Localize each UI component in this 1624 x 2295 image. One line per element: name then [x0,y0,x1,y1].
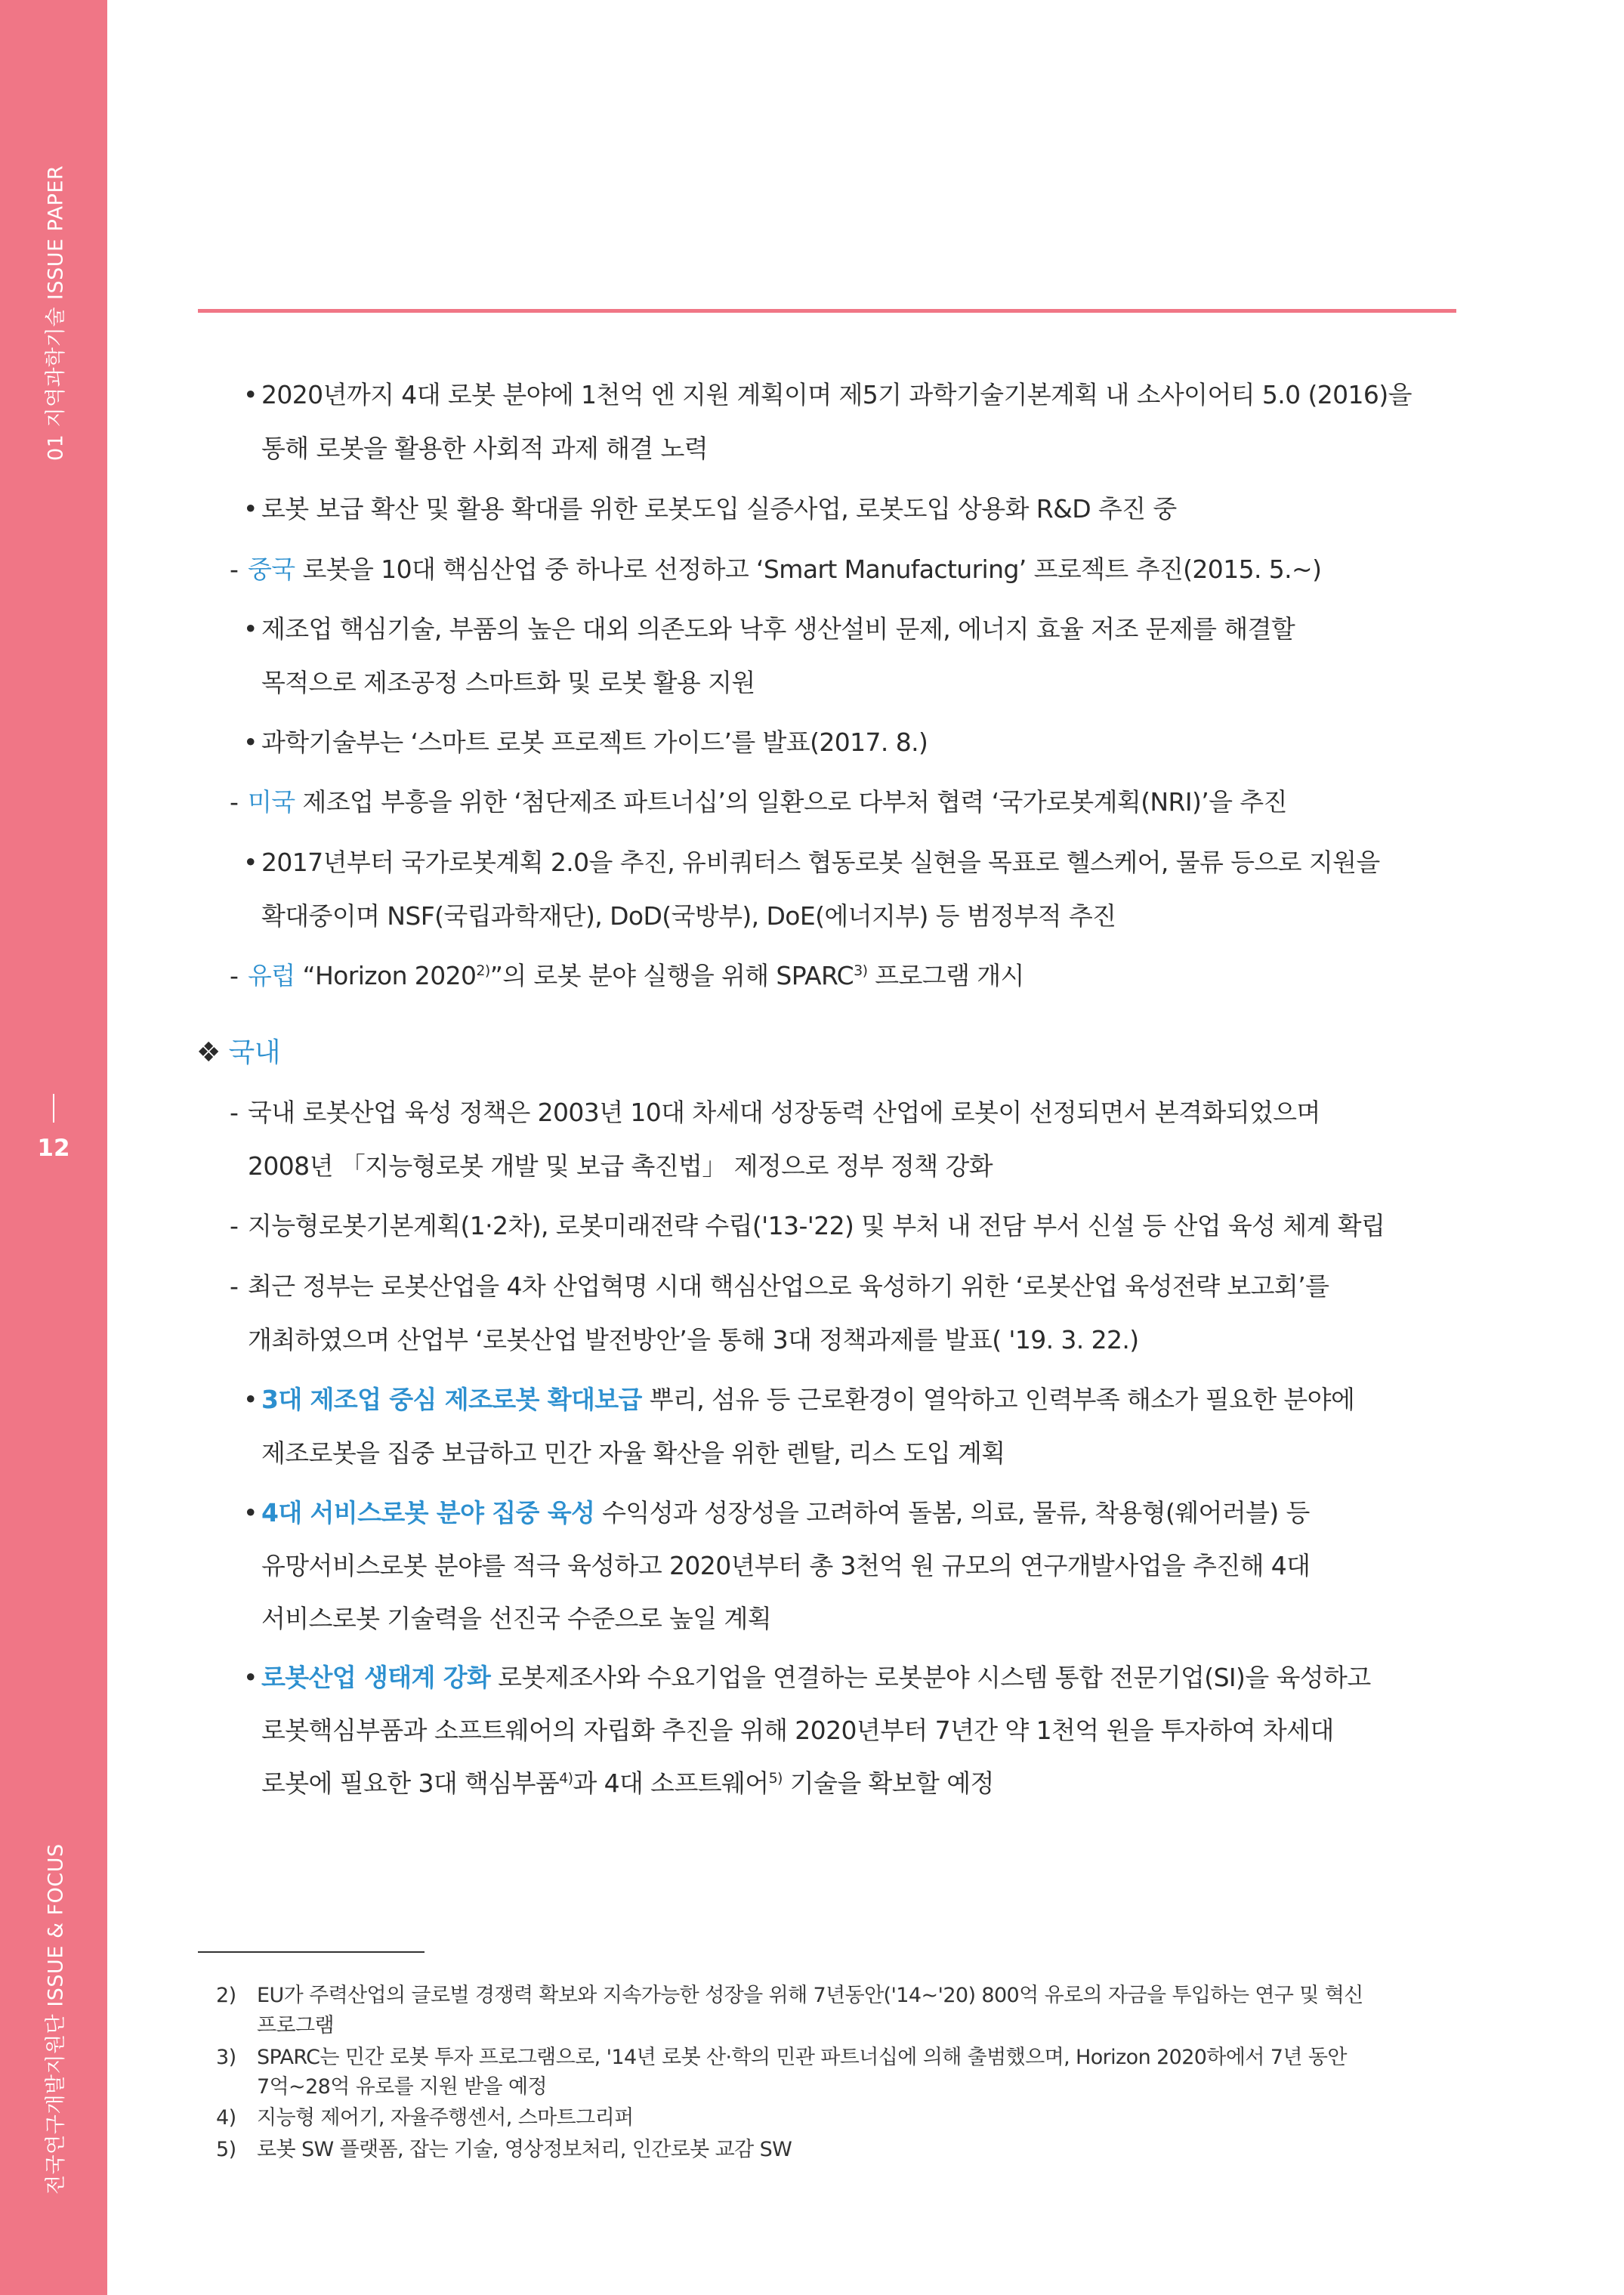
domestic-item2: 지능형로봇기본계획(1·2차), 로봇미래전략 수립('13-'22) 및 부처 내 전담 부서 신설 등 산업 육성 체계 확립 [248,1211,1385,1240]
usa-bullet1-line1: 2017년부터 국가로봇계획 2.0을 추진, 유비쿼터스 협동로봇 실현을 목표로 헬스케어, 물류 등으로 지원을 [261,848,1380,877]
china-text: 로봇을 10대 핵심산업 중 하나로 선정하고 ‘Smart Manufacturing’ 프로젝트 추진(2015. 5.~) [302,554,1322,584]
footnote-2-line2: 프로그램 [257,2014,334,2037]
sidebar-divider [53,1094,54,1123]
footnote-ref-2: 2) [476,962,490,979]
section-heading [196,1036,280,1070]
policy2-text: 수익성과 성장성을 고려하여 돌봄, 의료, 물류, 착용형(웨어러블) 등 [594,1498,1310,1527]
europe-text-a: “Horizon 2020 [302,961,477,990]
dash-marker: - [230,961,239,990]
europe-line [248,961,1024,995]
bullet-marker: • [243,1663,258,1692]
bullet-marker: • [243,1385,258,1414]
footnote-5-line1: 로봇 SW 플랫폼, 잡는 기술, 영상정보처리, 인간로봇 교감 SW [257,2138,792,2161]
footnote-number: 5) [216,2138,236,2161]
footnote-number: 2) [216,1984,236,2007]
china-line [248,554,1321,585]
bullet-marker: • [243,848,258,877]
usa-line [248,787,1287,817]
japan-bullet2: 로봇 보급 확산 및 활용 확대를 위한 로봇도입 실증사업, 로봇도입 상용화 R&D 추진 중 [261,494,1177,524]
usa-label: 미국 [248,787,295,817]
china-label: 중국 [248,554,295,584]
china-bullet2: 과학기술부는 ‘스마트 로봇 프로젝트 가이드’를 발표(2017. 8.) [261,727,928,757]
footnote-3-line1: SPARC는 민간 로봇 투자 프로그램으로, '14년 로봇 산·학의 민관 파트너십에 의해 출범했으며, Horizon 2020하에서 7년 동안 [257,2046,1347,2069]
policy3-line1 [261,1663,1371,1693]
china-bullet1-line2: 목적으로 제조공정 스마트화 및 로봇 활용 지원 [261,668,755,697]
policy3-text: 로봇제조사와 수요기업을 연결하는 로봇분야 시스템 통합 전문기업(SI)을 육성하고 [490,1663,1371,1692]
footnote-number: 4) [216,2106,236,2130]
domestic-item3-line2: 개최하였으며 산업부 ‘로봇산업 발전방안’을 통해 3대 정책과제를 발표( '19. 3. 22.) [248,1325,1139,1354]
series-title: 01 지역과학기술 ISSUE PAPER [44,165,68,461]
europe-text-c: 프로그램 개시 [867,961,1024,990]
policy1-line1 [261,1385,1354,1415]
dash-marker: - [230,1211,239,1240]
footnote-rule [198,1951,425,1953]
policy3-label: 로봇산업 생태계 강화 [261,1663,491,1692]
footnote-ref-4: 4) [559,1770,573,1787]
policy3-line3 [261,1768,994,1802]
policy2-line2: 유망서비스로봇 분야를 적극 육성하고 2020년부터 총 3천억 원 규모의 연구개발사업을 추진해 4대 [261,1551,1311,1580]
policy2-line1 [261,1498,1310,1528]
domestic-item1-line2: 2008년 「지능형로봇 개발 및 보급 촉진법」 제정으로 정부 정책 강화 [248,1151,993,1181]
usa-bullet1-line2: 확대중이며 NSF(국립과학재단), DoD(국방부), DoE(에너지부) 등 범정부적 추진 [261,901,1116,931]
policy2-label: 4대 서비스로봇 분야 집중 육성 [261,1498,595,1527]
dash-marker: - [230,787,239,817]
bullet-marker: • [243,494,258,524]
usa-text: 제조업 부흥을 위한 ‘첨단제조 파트너십’의 일환으로 다부처 협력 ‘국가로봇계획(NRI)’을 추진 [302,787,1287,817]
domestic-item3-line1: 최근 정부는 로봇산업을 4차 산업혁명 시대 핵심산업으로 육성하기 위한 ‘로봇산업 육성전략 보고회’를 [248,1271,1329,1301]
policy1-text: 뿌리, 섬유 등 근로환경이 열악하고 인력부족 해소가 필요한 분야에 [641,1385,1355,1414]
china-bullet1-line1: 제조업 핵심기술, 부품의 높은 대외 의존도와 낙후 생산설비 문제, 에너지 효율 저조 문제를 해결할 [261,614,1295,644]
europe-text-b: ”의 로봇 분야 실행을 위해 SPARC [489,961,854,990]
publisher-title: 전국연구개발지원단 ISSUE & FOCUS [44,1843,68,2195]
bullet-marker: • [243,614,258,644]
europe-label: 유럽 [248,961,295,990]
footnote-4-line1: 지능형 제어기, 자율주행센서, 스마트그리퍼 [257,2106,634,2130]
footnote-ref-5: 5) [768,1770,783,1787]
policy3-text-b: 과 4대 소프트웨어 [573,1768,769,1798]
footnote-3-line2: 7억~28억 유로를 지원 받을 예정 [257,2075,547,2099]
section-heading-label: 국내 [228,1037,280,1068]
policy2-line3: 서비스로봇 기술력을 선진국 수준으로 높일 계획 [261,1604,772,1633]
policy3-text-c: 기술을 확보할 예정 [782,1768,994,1798]
bullet-marker: • [243,380,258,409]
dash-marker: - [230,1098,239,1127]
diamond-icon: ❖ [196,1037,221,1068]
footnote-number: 3) [216,2046,236,2069]
policy3-text-a: 로봇에 필요한 3대 핵심부품 [261,1768,560,1798]
page-number: 12 [37,1135,70,1162]
domestic-item1-line1: 국내 로봇산업 육성 정책은 2003년 10대 차세대 성장동력 산업에 로봇이 선정되면서 본격화되었으며 [248,1098,1320,1127]
dash-marker: - [230,554,239,584]
footnote-2-line1: EU가 주력산업의 글로벌 경쟁력 확보와 지속가능한 성장을 위해 7년동안('14~'20) 800억 유로의 자금을 투입하는 연구 및 혁신 [257,1984,1363,2007]
japan-bullet1-line1: 2020년까지 4대 로봇 분야에 1천억 엔 지원 계획이며 제5기 과학기술기본계획 내 소사이어티 5.0 (2016)을 [261,380,1412,409]
bullet-marker: • [243,1498,258,1527]
bullet-marker: • [243,727,258,757]
policy1-label: 3대 제조업 중심 제조로봇 확대보급 [261,1385,642,1414]
footnote-ref-3: 3) [854,962,868,979]
header-rule [198,309,1456,313]
policy3-line2: 로봇핵심부품과 소프트웨어의 자립화 추진을 위해 2020년부터 7년간 약 1천억 원을 투자하여 차세대 [261,1716,1334,1745]
dash-marker: - [230,1271,239,1301]
policy1-line2: 제조로봇을 집중 보급하고 민간 자율 확산을 위한 렌탈, 리스 도입 계획 [261,1438,1005,1468]
japan-bullet1-line2: 통해 로봇을 활용한 사회적 과제 해결 노력 [261,434,709,463]
